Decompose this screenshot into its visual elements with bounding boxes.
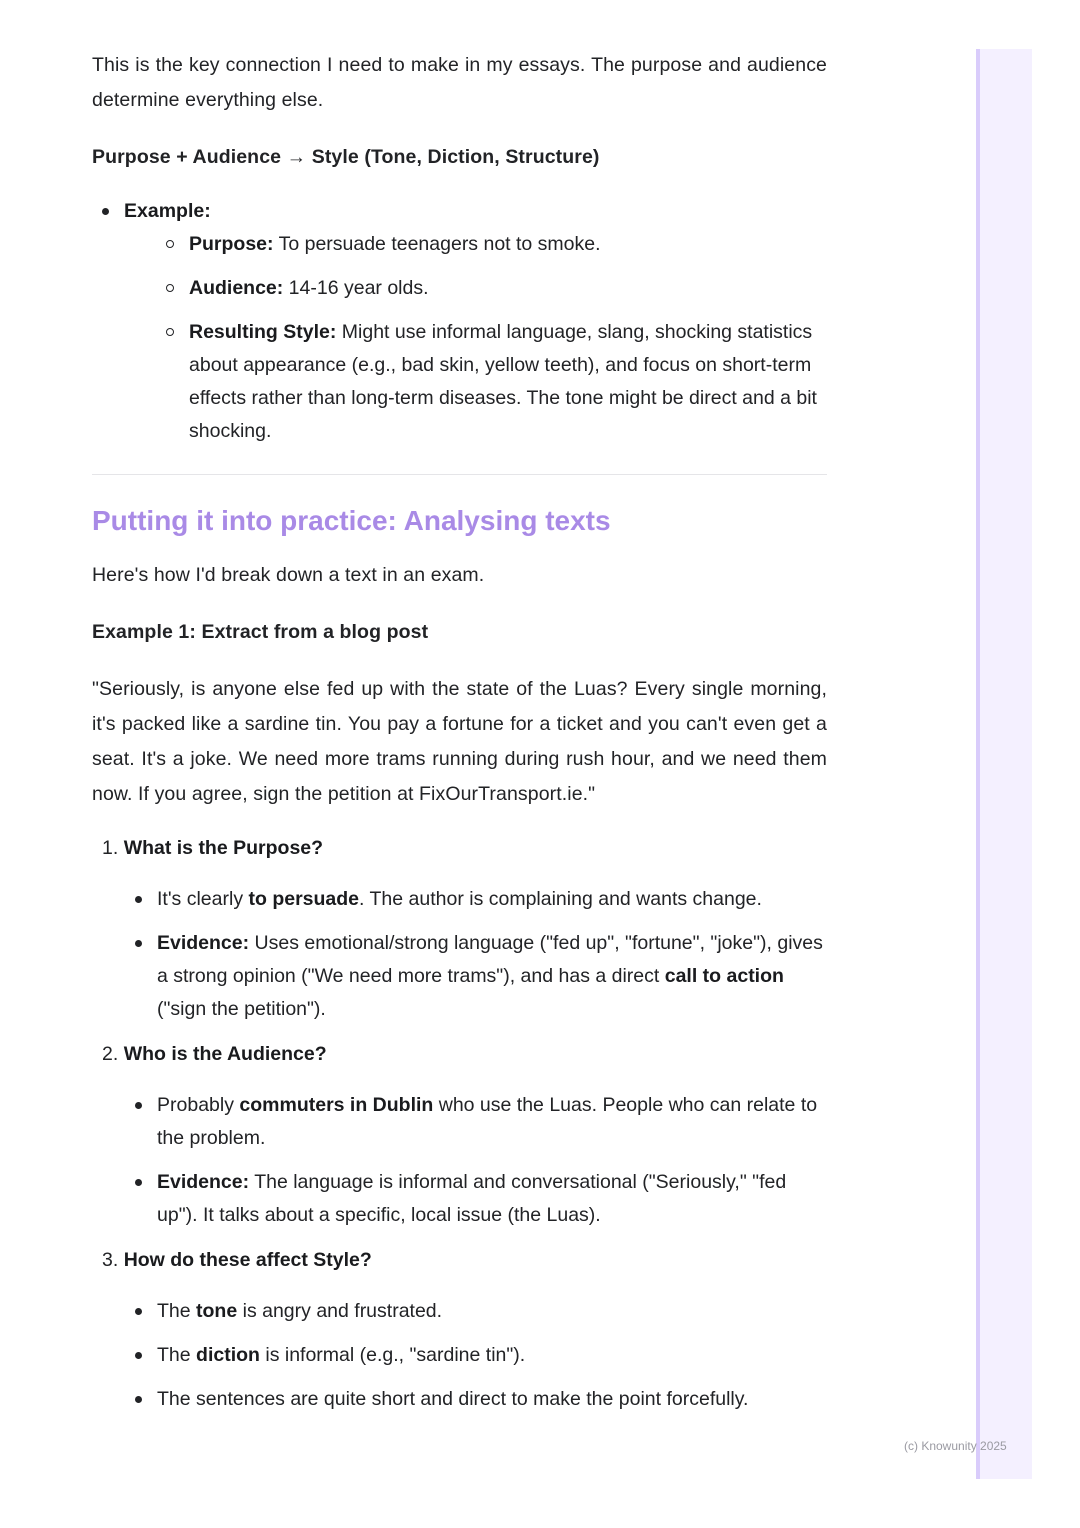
sidebar-accent-line <box>976 49 980 1479</box>
copyright-watermark: (c) Knowunity 2025 <box>904 1439 1007 1453</box>
section-intro: Here's how I'd break down a text in an exam. <box>92 564 485 586</box>
list-item: Probably commuters in Dublin who use the Luas. People who can relate to the problem. <box>135 1089 827 1155</box>
example-list <box>92 195 827 448</box>
intro-paragraph: This is the key connection I need to make in my essays. The purpose and audience determine everything else. <box>92 54 827 111</box>
resulting-style-item: Resulting Style: Might use informal language, slang, shocking statistics about appearance (e.g., bad skin, yellow teeth), and focus on short-term effects rather than long-term diseases. The tone might be direct and a bit shocking. <box>157 316 827 448</box>
example-item <box>92 195 827 448</box>
analysis-steps <box>92 832 827 1416</box>
step-audience: 2. Who is the Audience? Probably commuters in Dublin who use the Luas. People who can relate to the problem. Evidence: The language is informal and conversational ("Seriously," "fed up"). It talks about a specific, local issue (the Luas). <box>92 1038 827 1232</box>
step-purpose: 1. What is the Purpose? It's clearly to persuade. The author is complaining and wants change. Evidence: Uses emotional/strong language ("fed up", "fortune", "joke"), gives a strong opinion ("We need more trams"), and has a direct call to action ("sign the petition"). <box>92 832 827 1026</box>
section-divider <box>92 474 827 475</box>
step-title: What is the Purpose? <box>123 837 324 859</box>
step-style: 3. How do these affect Style? The tone is angry and frustrated. The diction is informal (e.g., "sardine tin"). The sentences are quite short and direct to make the point forcefully. <box>92 1244 827 1416</box>
list-item: Evidence: The language is informal and conversational ("Seriously," "fed up"). It talks about a specific, local issue (the Luas). <box>135 1166 827 1232</box>
step-title: Who is the Audience? <box>123 1043 327 1065</box>
audience-item: Audience: 14-16 year olds. <box>157 272 827 305</box>
step-title: How do these affect Style? <box>123 1249 372 1271</box>
list-item: The tone is angry and frustrated. <box>135 1295 827 1328</box>
sidebar-panel <box>976 49 1032 1479</box>
document-body <box>92 48 827 1428</box>
style-formula: Purpose + Audience → Style (Tone, Diction, Structure) <box>92 146 600 168</box>
example-title: Example 1: Extract from a blog post <box>92 621 429 643</box>
example-label: Example: <box>124 200 211 222</box>
list-item: The sentences are quite short and direct to make the point forcefully. <box>135 1383 827 1416</box>
section-heading: Putting it into practice: Analysing texts <box>92 505 611 536</box>
purpose-item: Purpose: To persuade teenagers not to smoke. <box>157 228 827 261</box>
list-item: Evidence: Uses emotional/strong language ("fed up", "fortune", "joke"), gives a strong opinion ("We need more trams"), and has a direct call to action ("sign the petition"). <box>135 927 827 1026</box>
list-item: The diction is informal (e.g., "sardine tin"). <box>135 1339 827 1372</box>
blog-extract-quote: "Seriously, is anyone else fed up with the state of the Luas? Every single morning, it's packed like a sardine tin. You pay a fortune for a ticket and you can't even get a seat. It's a joke. We need more trams running during rush hour, and we need them now. If you agree, sign the petition at FixOurTransport.ie." <box>92 678 827 805</box>
list-item: It's clearly to persuade. The author is complaining and wants change. <box>135 883 827 916</box>
example-sublist <box>124 228 827 448</box>
